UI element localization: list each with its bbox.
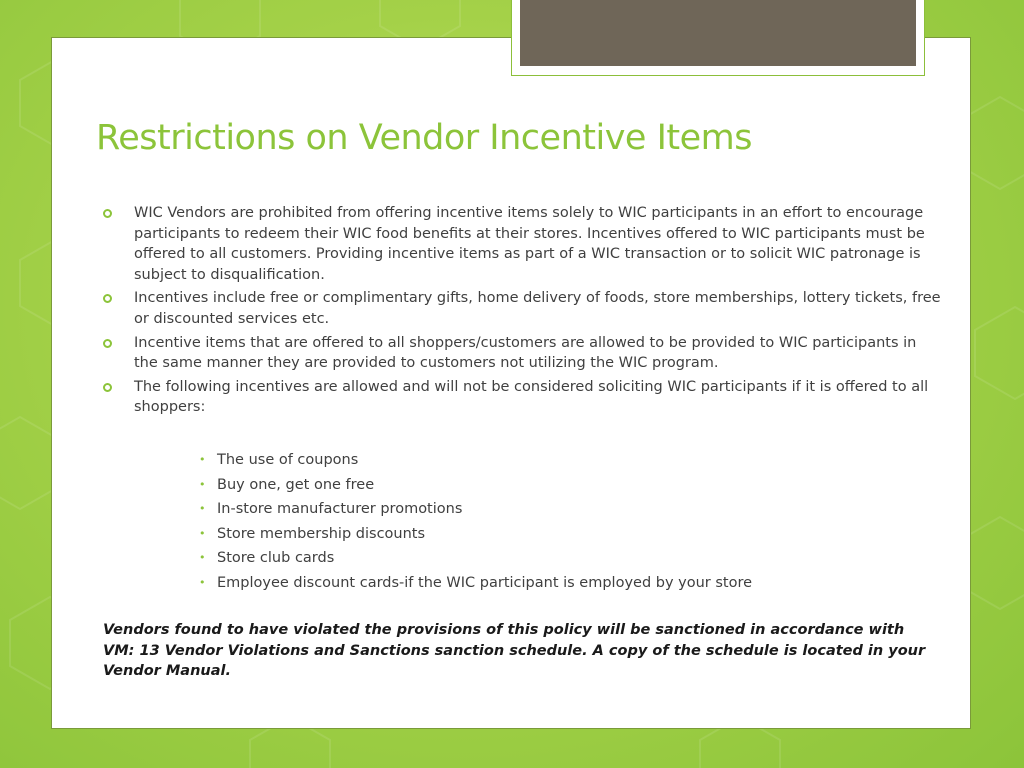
sub-bullet-text: Store membership discounts bbox=[217, 525, 426, 542]
dot-bullet-icon: • bbox=[199, 453, 206, 466]
sub-bullet-item bbox=[199, 473, 919, 498]
sub-bullet-item bbox=[199, 571, 919, 596]
sub-bullet-item bbox=[199, 497, 919, 522]
dot-bullet-icon: • bbox=[199, 551, 206, 565]
hollow-circle-bullet-icon bbox=[103, 294, 112, 303]
dot-bullet-icon: • bbox=[199, 502, 206, 516]
hollow-circle-bullet-icon bbox=[103, 383, 112, 392]
bullet-text: The following incentives are allowed and will not be considered soliciting WIC participants if it is offered to all shoppers: bbox=[134, 378, 929, 416]
bullet-item bbox=[102, 203, 942, 285]
dot-bullet-icon: • bbox=[199, 575, 206, 589]
sub-bullet-text: Employee discount cards-if the WIC participant is employed by your store bbox=[217, 574, 753, 591]
bullet-list bbox=[102, 203, 942, 421]
sub-bullet-list bbox=[199, 448, 919, 596]
dot-bullet-icon: • bbox=[199, 477, 206, 491]
dot-bullet-icon: • bbox=[199, 526, 206, 540]
bullet-text: Incentive items that are offered to all shoppers/customers are allowed to be provided to WIC participants in the same manner they are provided to customers not utilizing the WIC program. bbox=[134, 334, 917, 372]
sub-bullet-item bbox=[199, 448, 919, 473]
bullet-text: WIC Vendors are prohibited from offering incentive items solely to WIC participants in an effort to encourage participants to redeem their WIC food benefits at their stores. Incentives offered to WIC participants must be offered to all customers. Providing incentive items as part of a WIC transaction or to solicit WIC patronage is subject to disqualification. bbox=[134, 205, 925, 283]
slide-title: Restrictions on Vendor Incentive Items bbox=[96, 118, 752, 158]
sub-bullet-item bbox=[199, 546, 919, 571]
sub-bullet-item bbox=[199, 522, 919, 547]
sub-bullet-text: Store club cards bbox=[217, 550, 335, 567]
bullet-item bbox=[102, 288, 942, 329]
sub-bullet-text: In-store manufacturer promotions bbox=[217, 501, 463, 518]
sub-bullet-text: Buy one, get one free bbox=[217, 476, 375, 493]
sub-bullet-text: The use of coupons bbox=[217, 452, 359, 468]
policy-note: Vendors found to have violated the provisions of this policy will be sanctioned in accordance with VM: 13 Vendor Violations and Sanctions sanction schedule. A copy of the schedule is located in your Vendor Manual. bbox=[103, 622, 926, 679]
bullet-item bbox=[102, 333, 942, 374]
decorative-tab-fill bbox=[520, 0, 916, 66]
bullet-item bbox=[102, 377, 942, 418]
hollow-circle-bullet-icon bbox=[103, 209, 112, 218]
decorative-tab bbox=[511, 0, 925, 76]
hollow-circle-bullet-icon bbox=[103, 339, 112, 348]
bullet-text: Incentives include free or complimentary gifts, home delivery of foods, store memberships, lottery tickets, free or discounted services etc. bbox=[134, 290, 941, 327]
